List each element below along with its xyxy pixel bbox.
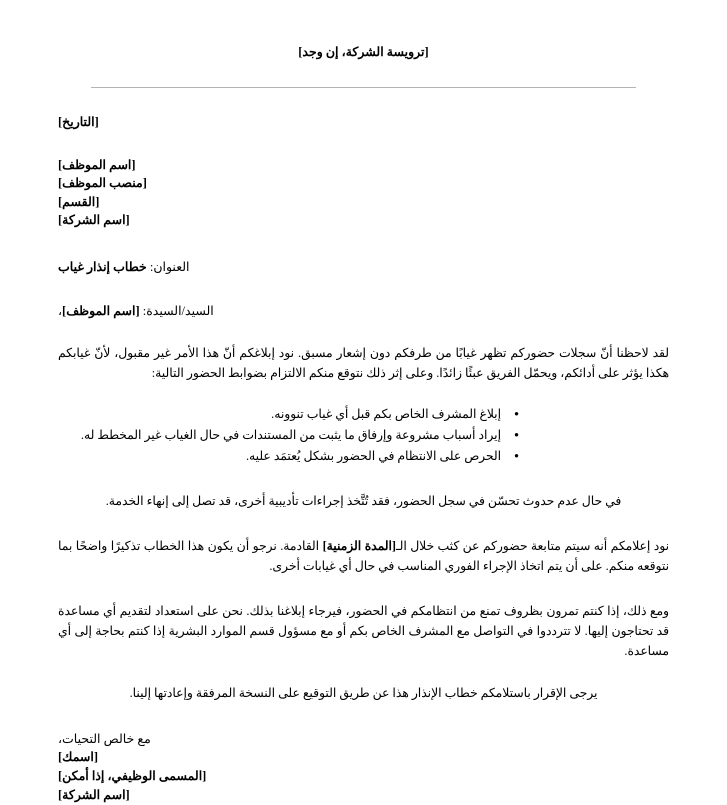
recipient-block (58, 156, 669, 229)
monitoring-paragraph (58, 537, 669, 577)
sender-title-placeholder: [المسمى الوظيفي، إذا أمكن] (58, 769, 207, 784)
monitoring-period-placeholder: [المدة الزمنية] (322, 539, 396, 554)
salutation-label: السيد/السيدة: (142, 304, 214, 318)
company-letterhead: [ترويسة الشركة، إن وجد] (298, 45, 429, 59)
list-item: ● الحرص على الانتظام في الحضور بشكل يُعتمَد عليه. (58, 446, 519, 467)
warning-paragraph: في حال عدم حدوث تحسّن في سجل الحضور، فقد تُتَّخذ إجراءات تأديبية أخرى، قد تصل إلى إنهاء الخدمة. (105, 494, 622, 509)
closing-block (58, 730, 669, 805)
support-paragraph-block (58, 602, 669, 662)
sender-name-placeholder: [اسمك] (58, 750, 99, 765)
subject-line (58, 259, 669, 275)
monitoring-text-after: القادمة. نرجو أن يكون هذا الخطاب تذكيرًا واضحًا بما نتوقعه منكم. على أن يتم اتخاذ الإجراء الفوري المناسب في حال أي غيابات أخرى. (58, 539, 669, 574)
salutation-line (58, 303, 669, 319)
subject-label: العنوان: (149, 260, 190, 274)
recipient-employee-name: [اسم الموظف] (58, 158, 136, 172)
support-paragraph: ومع ذلك، إذا كنتم تمرون بظروف تمنع من انتظامكم في الحضور، فيرجاء إبلاغنا بذلك. نحن على استعداد لتقديم أي مساعدة قد تحتاجون إليها. لا تترددوا في التواصل مع المشرف الخاص بكم أو مع مسؤول قسم الموارد البشرية إذا كنتم بحاجة إلى أي مساعدة. (58, 603, 669, 658)
attendance-rules-list (58, 404, 669, 467)
monitoring-text-before: نود إعلامكم أنه سيتم متابعة حضوركم عن كثب خلال الـ (395, 539, 670, 554)
list-item: ● إبلاغ المشرف الخاص بكم قبل أي غياب تنوونه. (58, 404, 519, 425)
acknowledgement-paragraph: يرجى الإقرار باستلامكم خطاب الإنذار هذا عن طريق التوقيع على النسخة المرفقة وإعادتها إلينا. (129, 685, 598, 700)
warning-paragraph-block (58, 492, 669, 512)
acknowledgement-paragraph-block (58, 684, 669, 704)
subject-value: خطاب إنذار غياب (58, 260, 147, 274)
date-placeholder: [التاريخ] (58, 115, 99, 129)
recipient-employee-title: [منصب الموظف] (58, 176, 147, 191)
header-divider (91, 87, 636, 88)
recipient-company: [اسم الشركة] (58, 212, 130, 227)
monitoring-paragraph-block (58, 537, 669, 577)
intro-paragraph-block (58, 344, 669, 384)
list-item: ● إيراد أسباب مشروعة وإرفاق ما يثبت من المستندات في حال الغياب غير المخطط له. (58, 425, 519, 446)
closing-greeting: مع خالص التحيات، (58, 731, 151, 746)
intro-paragraph: لقد لاحظنا أنّ سجلات حضوركم تظهر غيابًا من طرفكم دون إشعار مسبق. نود إبلاغكم أنّ هذا الأمر غير مقبول، لأنّ غيابكم هكذا يؤثر على أدائكم، ويحمّل الفريق عبئًا زائدًا. وعلى إثر ذلك نتوقع منكم الالتزام بضوابط الحضور التالية: (58, 346, 669, 380)
salutation-suffix: ، (58, 304, 63, 318)
salutation-employee-placeholder: [اسم الموظف] (62, 304, 140, 318)
sender-company-placeholder: [اسم الشركة] (58, 787, 130, 802)
recipient-department: [القسم] (58, 194, 100, 209)
